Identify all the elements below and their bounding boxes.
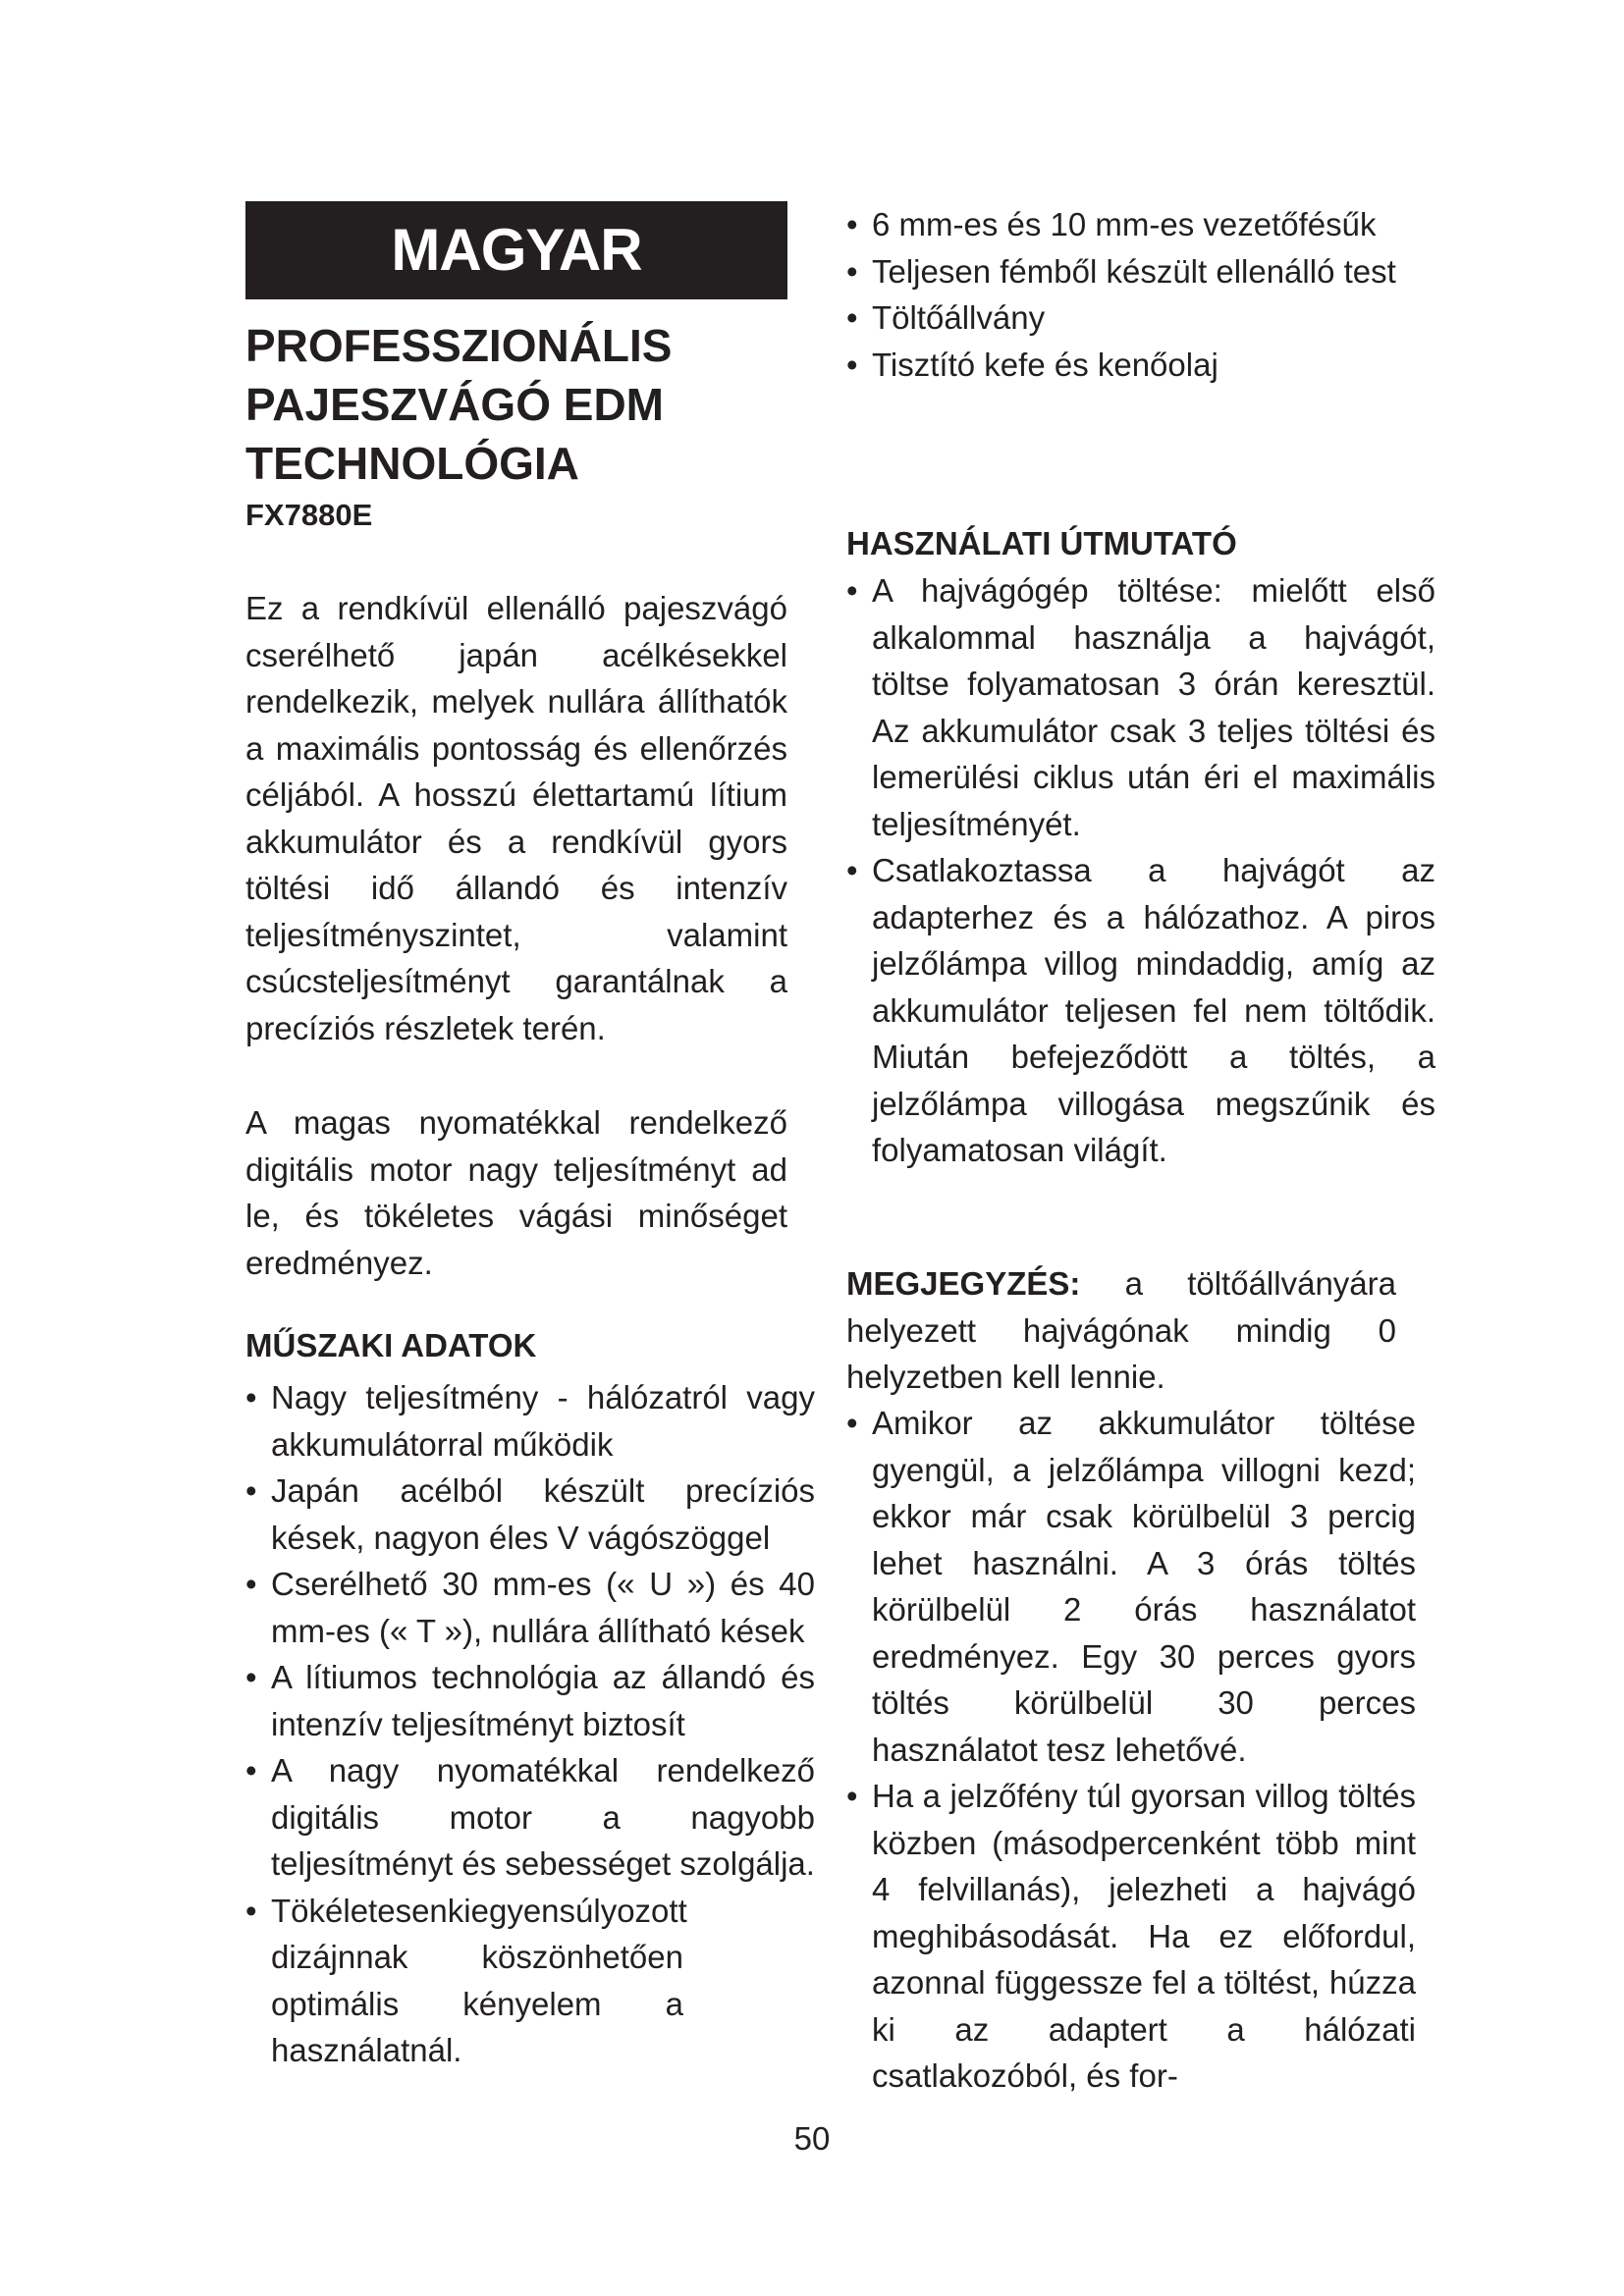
language-banner: MAGYAR xyxy=(245,201,787,299)
list-item: • Csatlakoztassa a hajvágót az adapterhez és a hálózathoz. A piros jelzőlámpa villog mindaddig, amíg az akkumulátor teljesen fel nem töltődik. Miután befejeződött a töltés, a jelzőlámpa villogása megszűnik és folyamatosan világít. xyxy=(846,847,1435,1174)
list-item: • A nagy nyomatékkal rendelkező digitális motor a nagyobb teljesítményt és sebességet szolgálja. xyxy=(245,1747,815,1888)
specs-list xyxy=(245,1374,815,2074)
list-item: • Nagy teljesítmény - hálózatról vagy akkumulátorral működik xyxy=(245,1374,815,1468)
list-item: • Tökéletesenkiegyensúlyozott dizájnnak köszönhetően optimális kényelem a használatnál. xyxy=(245,1888,683,2074)
title-line: PROFESSZIONÁLIS xyxy=(245,320,673,371)
list-item: • Tisztító kefe és kenőolaj xyxy=(846,342,1435,389)
note-label: MEGJEGYZÉS: xyxy=(846,1265,1081,1302)
list-item: • 6 mm-es és 10 mm-es vezetőfésűk xyxy=(846,201,1435,248)
specs-list-continued xyxy=(846,201,1435,388)
note-text: a töltőállványára helyezett hajvágónak mindig 0 helyzetben kell lennie. xyxy=(846,1265,1396,1395)
intro-paragraph-motor: A magas nyomatékkal rendelkező digitális motor nagy teljesítményt ad le, és tökéletes vágási minőséget eredményez. xyxy=(245,1104,787,1281)
title-line: PAJESZVÁGÓ EDM xyxy=(245,379,664,430)
list-item: • Amikor az akkumulátor töltése gyengül, a jelzőlámpa villogni kezd; ekkor már csak körülbelül 3 percig lehet használni. A 3 órás töltés körülbelül 2 órás használatot eredményez. Egy 30 perces gyors töltés körülbelül 30 perces használatot tesz lehetővé. xyxy=(846,1400,1416,1773)
title-line: TECHNOLÓGIA xyxy=(245,438,579,489)
list-item: • Töltőállvány xyxy=(846,294,1435,342)
list-item: • Cserélhető 30 mm-es (« U ») és 40 mm-es (« T »), nullára állítható kések xyxy=(245,1561,815,1654)
list-item: • A lítiumos technológia az állandó és intenzív teljesítményt biztosít xyxy=(245,1654,815,1747)
list-item: • Japán acélból készült precíziós kések, nagyon éles V vágószöggel xyxy=(245,1468,815,1561)
page-number: 50 xyxy=(793,2120,831,2157)
page-title xyxy=(245,316,835,493)
model-number: FX7880E xyxy=(245,498,373,532)
list-item: • A hajvágógép töltése: mielőtt első alkalommal használja a hajvágót, töltse folyamatosan 3 órán keresztül. Az akkumulátor csak 3 teljes töltési és lemerülési ciklus után éri el maximális teljesítményét. xyxy=(846,567,1435,847)
usage-heading: HASZNÁLATI ÚTMUTATÓ xyxy=(846,525,1237,561)
usage-note xyxy=(846,1260,1396,1401)
usage-list-continued xyxy=(846,1400,1416,2100)
intro-paragraph: Ez a rendkívül ellenálló pajeszvágó cserélhető japán acélkésekkel rendelkezik, melyek nullára állíthatók a maximális pontosság és ellenőrzés céljából. A hosszú élettartamú lítium akkumulátor és a rendkívül gyors töltési idő állandó és intenzív teljesítményszintet, valamint csúcsteljesítményt garantálnak a precíziós részletek terén. xyxy=(245,590,787,1046)
list-item: • Ha a jelzőfény túl gyorsan villog töltés közben (másodpercenként több mint 4 felvillanás), jelezheti a hajvágó meghibásodását. Ha ez előfordul, azonnal függessze fel a töltést, húzza ki az adaptert a hálózati csatlakozóból, és for- xyxy=(846,1773,1416,2100)
usage-list xyxy=(846,567,1435,1174)
list-item: • Teljesen fémből készült ellenálló test xyxy=(846,248,1435,295)
specs-heading: MŰSZAKI ADATOK xyxy=(245,1327,537,1363)
